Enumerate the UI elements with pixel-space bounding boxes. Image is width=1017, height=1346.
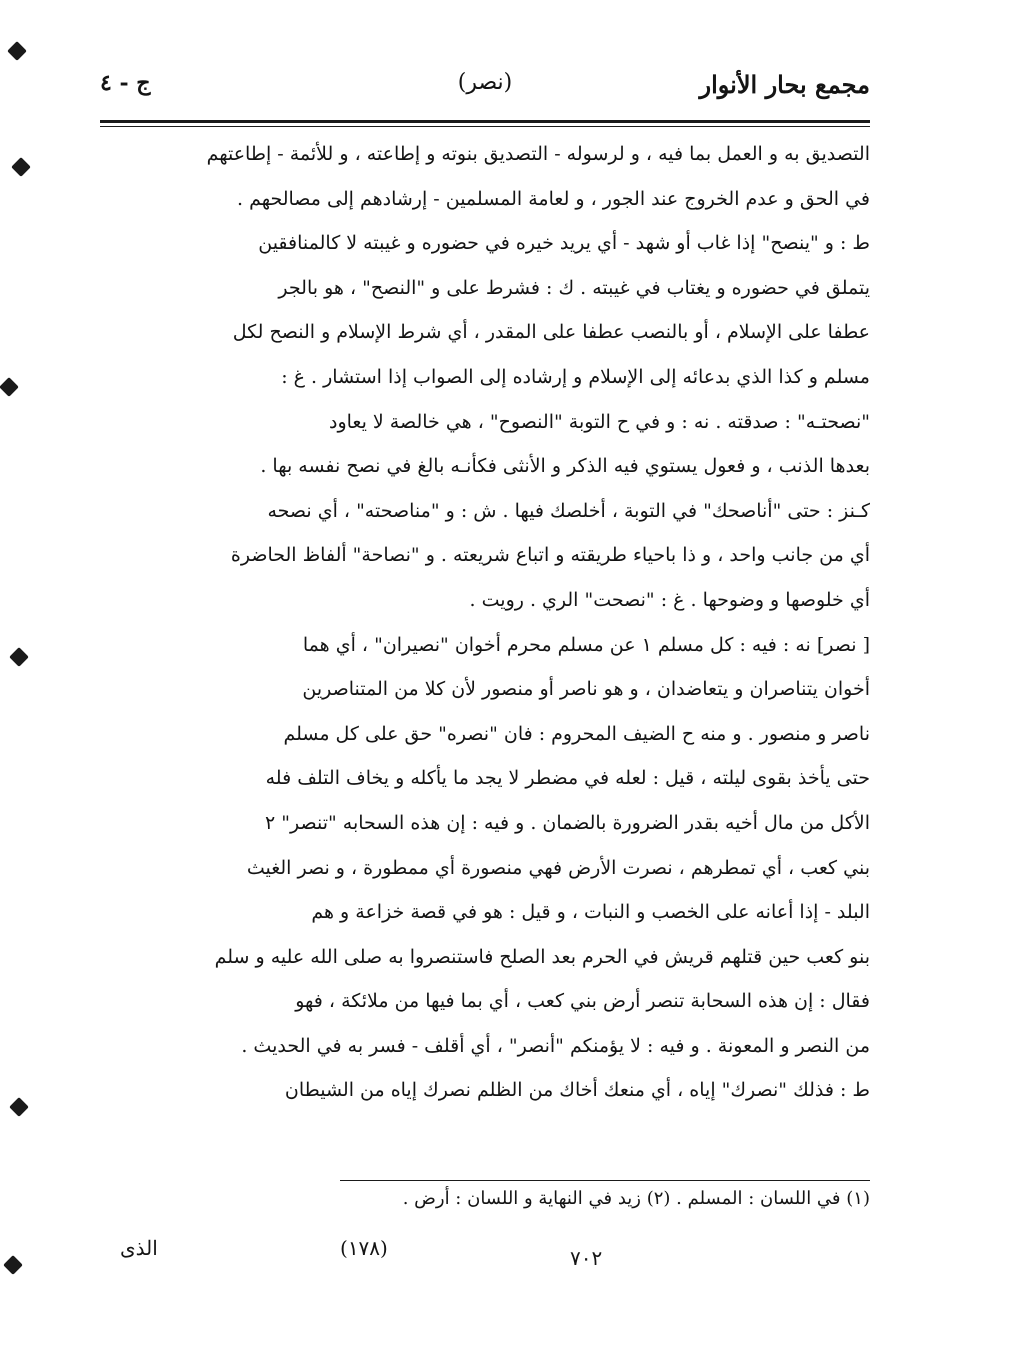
header-rule-thin xyxy=(100,126,870,127)
entry-heading: (نصر) xyxy=(457,70,513,95)
text-line: ط : فذلك "نصرك" إياه ، أي منعك أخاك من الظلم نصرك إياه من الشيطان xyxy=(284,1079,870,1102)
text-line: يتملق في حضوره و يغتاب في غيبته . ك : فشرط على و "النصح" ، هو بالجر xyxy=(278,276,870,299)
text-line: فقال : إن هذه السحابة تنصر أرض بني كعب ، أي بما فيها من ملائكة ، فهو xyxy=(295,990,870,1013)
text-line: أي خلوصها و وضوحها . غ : "نصحت" الري . رويت . xyxy=(469,588,870,611)
body-text xyxy=(100,132,870,1113)
header-rule xyxy=(100,120,870,123)
scan-mark xyxy=(7,41,27,61)
scan-mark xyxy=(9,1097,29,1117)
volume-label: ج - ٤ xyxy=(100,70,151,96)
scan-mark xyxy=(3,1255,23,1275)
scan-mark xyxy=(11,157,31,177)
text-line: عطفا على الإسلام ، أو بالنصب عطفا على المقدر ، أي شرط الإسلام و النصح لكل xyxy=(232,321,870,344)
text-line: التصديق به و العمل بما فيه ، و لرسوله - التصديق بنوته و إطاعته ، و للأئمة - إطاعتهم xyxy=(206,143,870,165)
volume-page-number: ٧٠٢ xyxy=(570,1246,603,1270)
text-line: ط : و "ينصح" إذا غاب أو شهد - أي يريد خيره في حضوره و غيبته لا كالمنافقين xyxy=(258,232,870,255)
scan-mark xyxy=(9,647,29,667)
text-line: بني كعب ، أي تمطرهم ، نصرت الأرض فهي منصورة أي ممطورة ، و نصر الغيث xyxy=(246,856,870,879)
text-line: البلد - إذا أعانه على الخصب و النبات ، و قيل : هو في قصة خزاعة و هم xyxy=(311,901,870,924)
page-footer xyxy=(100,1230,870,1270)
text-line: أي من جانب واحد ، و ذا باحياء طريقته و اتباع شريعته . و "نصاحة" ألفاظ الحاضرة xyxy=(230,544,870,567)
text-line: الأكل من مال أخيه بقدر الضرورة بالضمان . و فيه : إن هذه السحابه "تنصر" ٢ xyxy=(265,811,870,834)
footnote-rule xyxy=(340,1180,870,1181)
text-line: من النصر و المعونة . و فيه : لا يؤمنكم "أنصر" ، أي أقلف - فسر به في الحديث . xyxy=(241,1034,870,1057)
text-line: في الحق و عدم الخروج عند الجور ، و لعامة المسلمين - إرشادهم إلى مصالحهم . xyxy=(236,187,870,210)
book-title: مجمع بحار الأنوار xyxy=(699,70,870,99)
text-line: مسلم و كذا الذي بدعائه إلى الإسلام و إرشاده إلى الصواب إذا استشار . غ : xyxy=(281,365,870,388)
text-line: كـنز : حتى "أناصحك" في التوبة ، أخلصك فيها . ش : و "مناصحته" ، أي نصحه xyxy=(267,499,870,522)
text-line: [ نصر] نه : فيه : كل مسلم ١ عن مسلم محرم أخوان "نصيران" ، أي هما xyxy=(302,633,870,656)
text-line: بنو كعب حين قتلهم قريش في الحرم بعد الصلح فاستنصروا به صلى الله عليه و سلم xyxy=(214,945,870,968)
footnote: (١) في اللسان : المسلم . (٢) زيد في النهاية و اللسان : أرض . xyxy=(402,1188,870,1209)
scan-mark xyxy=(0,377,19,397)
text-line: حتى يأخذ بقوى ليلته ، قيل : لعله في مضطر لا يجد ما يأكله و يخاف التلف فله xyxy=(265,767,870,790)
text-line: ناصر و منصور . و منه ح الضيف المحروم : فان "نصره" حق على كل مسلم xyxy=(283,722,870,745)
page-number: (١٧٨) xyxy=(340,1236,388,1260)
catchword: الذى xyxy=(120,1236,158,1260)
page-header xyxy=(100,62,870,108)
text-line: بعدها الذنب ، و فعول يستوي فيه الذكر و الأنثى فكأنـه بالغ في نصح نفسه بها . xyxy=(260,455,870,478)
text-line: أخوان يتناصران و يتعاضدان ، و هو ناصر أو منصور لأن كلا من المتناصرين xyxy=(302,678,870,701)
text-line: "نصحتـه" : صدقته . نه : و في ح التوبة "النصوح" ، هي خالصة لا يعاود xyxy=(329,410,870,433)
